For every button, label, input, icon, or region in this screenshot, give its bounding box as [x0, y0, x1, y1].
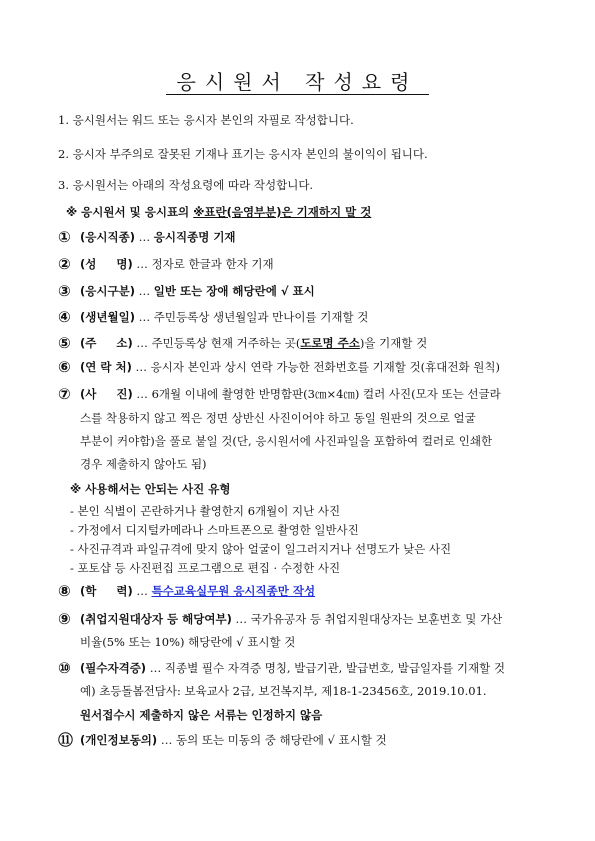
notice-line: [66, 204, 371, 220]
photo-bullet-3: - 사진규격과 파일규격에 맞지 않아 얼굴이 일그러지거나 선명도가 낮은 사진: [70, 542, 452, 556]
intro-line-3: 3. 응시원서는 아래의 작성요령에 따라 작성합니다.: [58, 178, 314, 192]
photo-section-heading: ※ 사용해서는 안되는 사진 유형: [70, 482, 231, 496]
item-6-number: ⑥: [58, 358, 71, 376]
item-8-number: ⑧: [58, 582, 71, 600]
item-10-warning: 원서접수시 제출하지 않은 서류는 인정하지 않음: [80, 708, 323, 722]
photo-bullet-1: - 본인 식별이 곤란하거나 촬영한지 6개월이 지난 사진: [70, 504, 341, 518]
item-5-text-a: 주민등록상 현재 거주하는 곳(: [151, 336, 301, 350]
item-7-number: ⑦: [58, 385, 71, 403]
item-1-sep: …: [138, 230, 151, 244]
item-7-sep: …: [136, 387, 148, 401]
item-11-text: 동의 또는 미동의 중 해당란에 √ 표시할 것: [175, 733, 387, 747]
item-2-sep: …: [136, 257, 148, 271]
title-underline: [166, 94, 429, 95]
item-7: [80, 386, 501, 402]
item-8-text: 특수교육실무원 응시직종만 작성: [151, 584, 316, 598]
item-3-label: (응시구분): [80, 284, 135, 298]
item-9-label: (취업지원대상자 등 해당여부): [80, 612, 232, 626]
notice-prefix: ※ 응시원서 및 응시표의: [66, 205, 194, 219]
item-11: [80, 732, 387, 748]
item-5: [80, 335, 427, 351]
item-1-label: (응시직종): [80, 230, 135, 244]
item-9-sep: …: [235, 612, 247, 626]
item-4: [80, 309, 368, 325]
item-9-line-1: 국가유공자 등 취업지원대상자는 보훈번호 및 가산: [250, 612, 503, 626]
item-9: [80, 611, 502, 627]
item-5-road-address: 도로명 주소: [300, 336, 360, 350]
item-5-text-c: )을 기재할 것: [359, 336, 428, 350]
item-3-number: ③: [58, 282, 71, 300]
item-2-number: ②: [58, 255, 71, 273]
item-4-number: ④: [58, 308, 71, 326]
item-10-line-1: 직종별 필수 자격증 명칭, 발급기관, 발급번호, 발급일자를 기재할 것: [164, 661, 506, 675]
item-7-line-3: 부분이 커야함)을 풀로 붙일 것(단, 응시원서에 사진파일을 포함하여 컬러로 인쇄한: [80, 434, 493, 448]
item-11-number: ⑪: [58, 731, 74, 749]
item-6: [80, 359, 500, 375]
item-8-label: (학 력): [80, 584, 133, 598]
item-10: [80, 660, 505, 676]
item-1: [80, 229, 236, 245]
item-7-line-1: 6개월 이내에 촬영한 반명함판(3㎝×4㎝) 컬러 사진(모자 또는 선글라: [151, 387, 501, 401]
item-4-text: 주민등록상 생년월일과 만나이를 기재할 것: [153, 310, 369, 324]
item-6-text: 응시자 본인과 상시 연락 가능한 전화번호를 기재할 것(휴대전화 원칙): [150, 360, 500, 374]
item-4-label: (생년월일): [80, 310, 135, 324]
item-11-label: (개인정보동의): [80, 733, 158, 747]
item-3: [80, 283, 315, 299]
item-1-number: ①: [58, 228, 71, 246]
item-9-number: ⑨: [58, 610, 71, 628]
item-7-line-4: 경우 제출하지 않아도 됨): [80, 457, 207, 471]
intro-line-2: 2. 응시자 부주의로 잘못된 기재나 표기는 응시자 본인의 불이익이 됩니다.: [58, 147, 428, 161]
item-3-text: 일반 또는 장애 해당란에 √ 표시: [153, 284, 315, 298]
item-6-label: (연 락 처): [80, 360, 132, 374]
item-10-label: (필수자격증): [80, 661, 147, 675]
intro-line-1: 1. 응시원서는 워드 또는 응시자 본인의 자필로 작성합니다.: [58, 113, 354, 127]
item-10-line-2: 예) 초등돌봄전담사: 보육교사 2급, 보건복지부, 제18-1-23456호, 2019.10.01.: [80, 684, 487, 698]
item-9-line-2: 비율(5% 또는 10%) 해당란에 √ 표시할 것: [80, 635, 296, 649]
item-2-label: (성 명): [80, 257, 133, 271]
photo-bullet-4: - 포토샵 등 사진편집 프로그램으로 편집 · 수정한 사진: [70, 561, 341, 575]
item-5-sep: …: [136, 336, 148, 350]
item-10-sep: …: [149, 661, 162, 675]
item-2-text: 정자로 한글과 한자 기재: [151, 257, 274, 271]
item-8-sep: …: [136, 584, 148, 598]
item-11-sep: …: [160, 733, 173, 747]
item-10-number: ⑩: [58, 659, 71, 677]
item-1-text: 응시직종명 기재: [153, 230, 236, 244]
item-7-label: (사 진): [80, 387, 133, 401]
item-5-number: ⑤: [58, 334, 71, 352]
item-3-sep: …: [138, 284, 151, 298]
notice-highlight: ※표란(음영부분)은 기재하지 말 것: [193, 205, 372, 219]
page-title: 응시원서 작성요령: [176, 70, 419, 94]
item-4-sep: …: [138, 310, 151, 324]
photo-bullet-2: - 가정에서 디지털카메라나 스마트폰으로 촬영한 일반사진: [70, 523, 359, 537]
item-2: [80, 256, 274, 272]
item-5-label: (주 소): [80, 336, 133, 350]
item-7-line-2: 스를 착용하지 않고 찍은 정면 상반신 사진이어야 하고 동일 원판의 것으로 얼굴: [80, 411, 476, 425]
item-6-sep: …: [135, 360, 148, 374]
item-8: [80, 583, 315, 599]
